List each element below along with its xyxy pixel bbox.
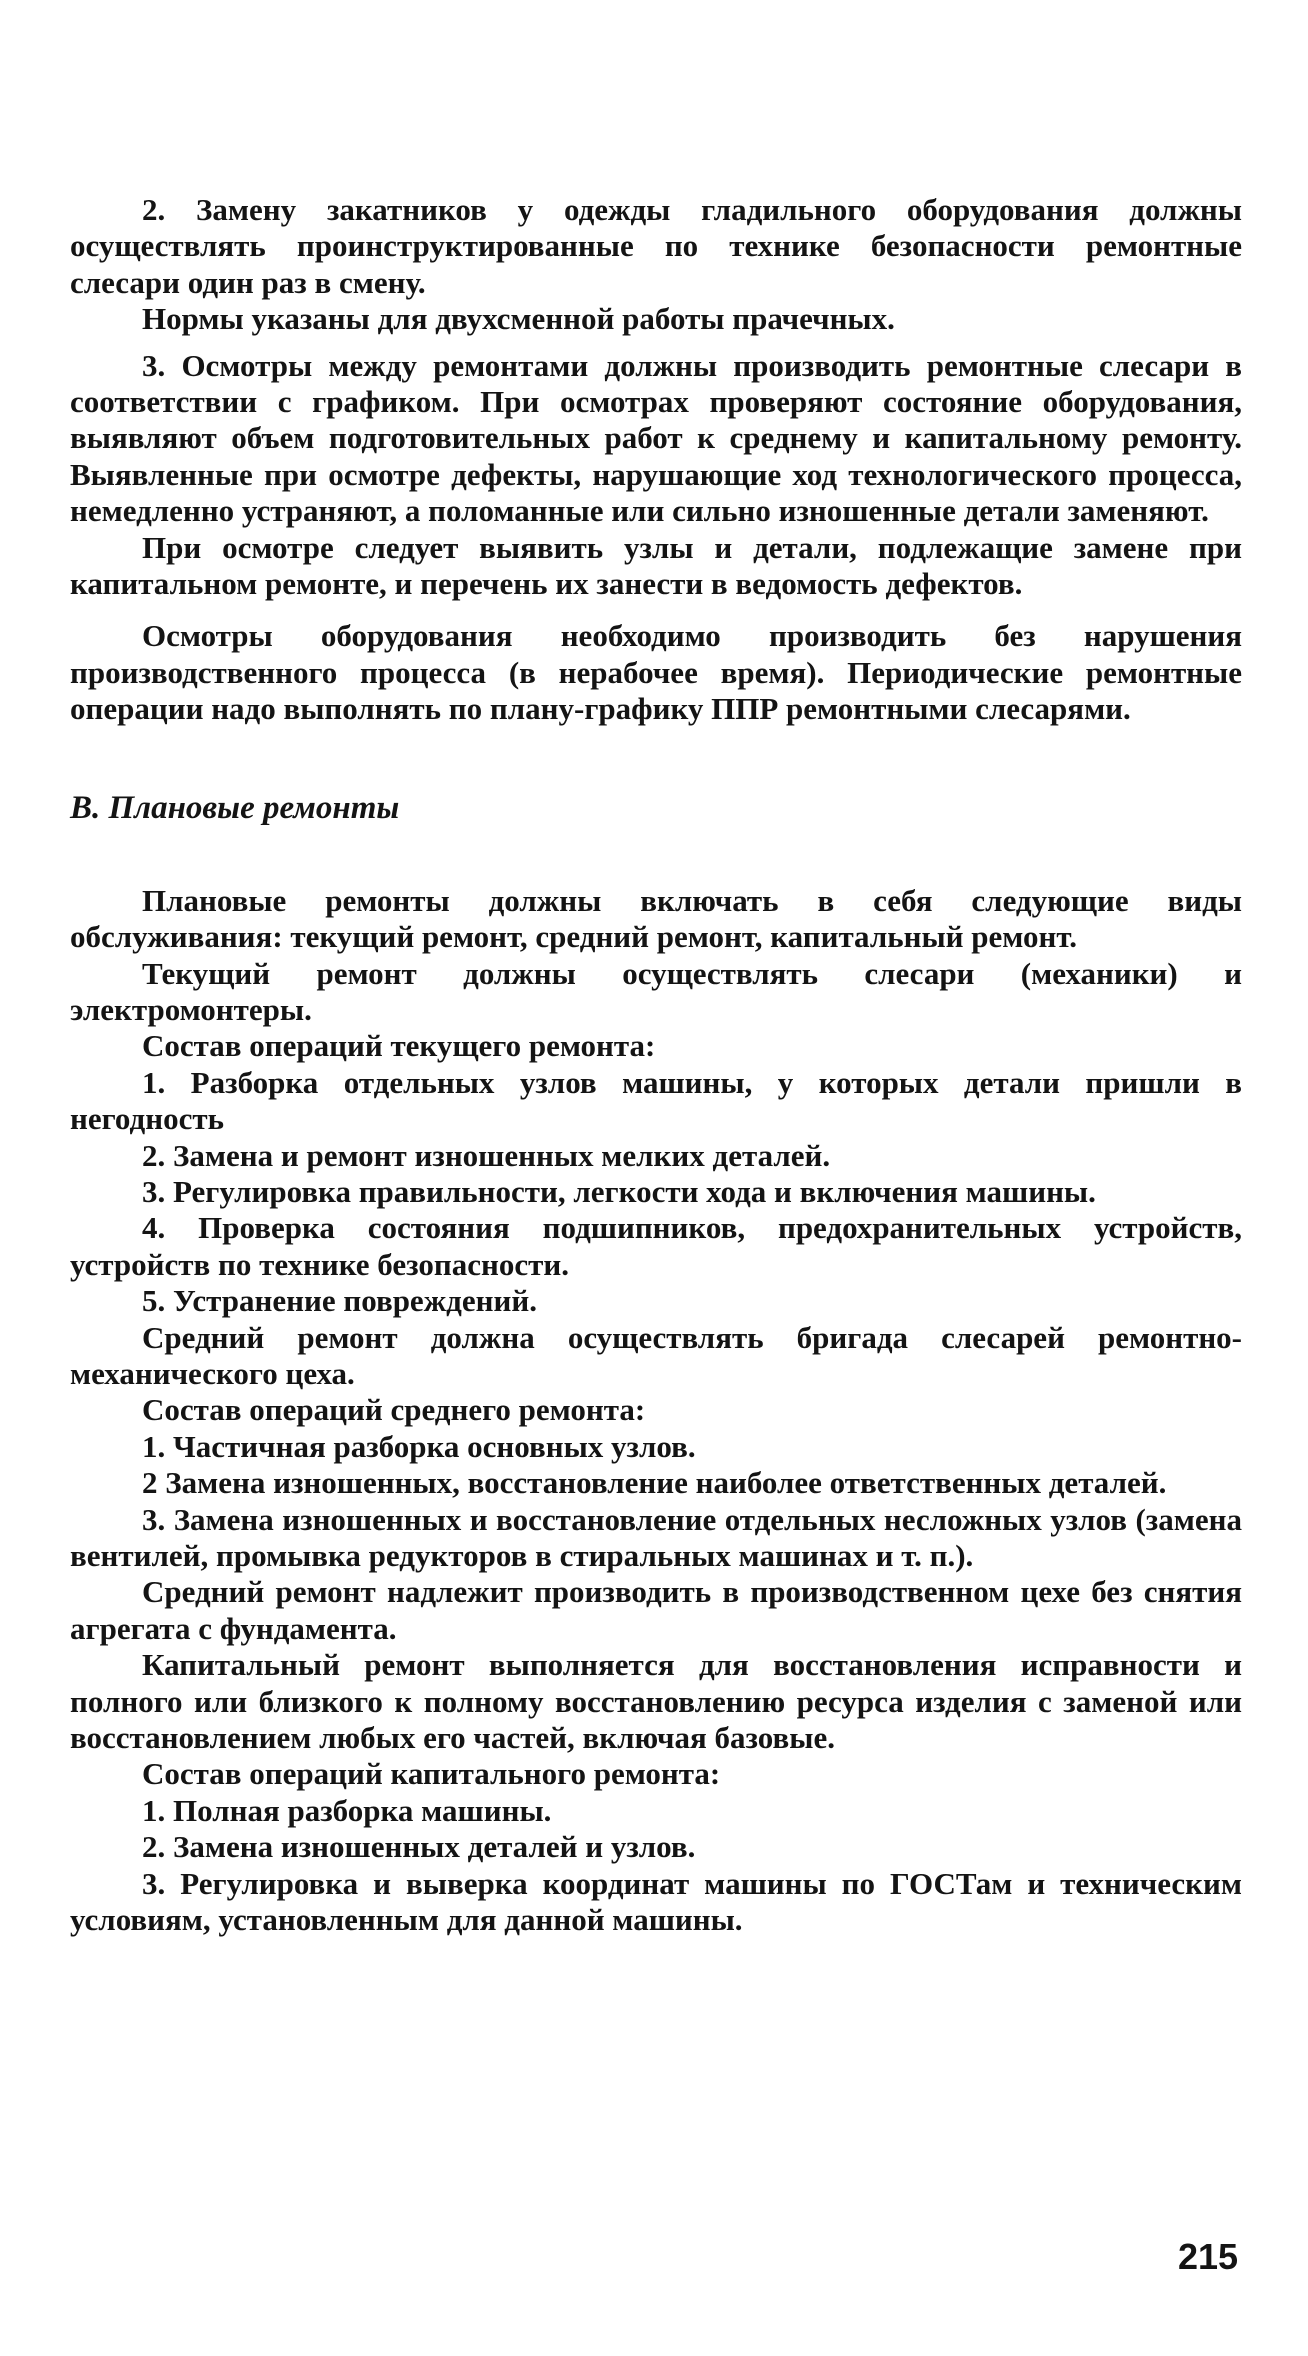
- paragraph-current-repair-who: Текущий ремонт должны осуществлять слесари (механики) и электромонтеры.: [70, 955, 1242, 1027]
- list-item-current-3: 3. Регулировка правильности, легкости хода и включения машины.: [142, 1173, 1096, 1209]
- list-item-current-4: 4. Проверка состояния подшипников, предохранительных устройств, устройств по технике безопасности.: [70, 1210, 1242, 1282]
- list-item-current-1: 1. Разборка отдельных узлов машины, у которых детали пришли в негодность: [70, 1064, 1242, 1137]
- list-title-medium-repair: Состав операций среднего ремонта:: [142, 1392, 646, 1428]
- list-item-capital-2: 2. Замена изношенных деталей и узлов.: [142, 1829, 696, 1865]
- paragraph-roller-replacement: 2. Замену закатников у одежды гладильного оборудования должны осуществлять проинструктированные по технике безопасности ремонтные слесари один раз в смену.: [70, 192, 1242, 300]
- paragraph-medium-repair-who: Средний ремонт должна осуществлять бригада слесарей ремонтно-механического цеха.: [70, 1319, 1242, 1391]
- paragraph-capital-repair-desc: Капитальный ремонт выполняется для восстановления исправности и полного или близкого к полному восстановлению ресурса изделия с заменой или восстановлением любых его частей, включая базовые.: [70, 1647, 1242, 1756]
- paragraph-medium-repair-note: Средний ремонт надлежит производить в производственном цехе без снятия агрегата с фундамента.: [70, 1574, 1242, 1646]
- paragraph-planned-repairs-intro: Плановые ремонты должны включать в себя следующие виды обслуживания: текущий ремонт, средний ремонт, капитальный ремонт.: [70, 882, 1242, 955]
- paragraph-defect-list: При осмотре следует выявить узлы и детали, подлежащие замене при капитальном ремонте, и перечень их занести в ведомость дефектов.: [70, 529, 1242, 602]
- list-item-medium-2: 2 Замена изношенных, восстановление наиболее ответственных деталей.: [142, 1465, 1167, 1501]
- section-heading: В. Плановые ремонты: [70, 789, 400, 826]
- list-title-capital-repair: Состав операций капитального ремонта:: [142, 1756, 721, 1792]
- list-item-capital-3: 3. Регулировка и выверка координат машины по ГОСТам и техническим условиям, установленным для данной машины.: [70, 1865, 1242, 1938]
- paragraph-inspection-schedule: Осмотры оборудования необходимо производить без нарушения производственного процесса (в нерабочее время). Периодические ремонтные операции надо выполнять по плану-графику ППР ремонтными слесарями.: [70, 618, 1242, 727]
- list-item-current-5: 5. Устранение повреждений.: [142, 1283, 537, 1319]
- list-title-current-repair: Состав операций текущего ремонта:: [142, 1028, 656, 1064]
- list-item-capital-1: 1. Полная разборка машины.: [142, 1792, 552, 1828]
- paragraph-inspections: 3. Осмотры между ремонтами должны производить ремонтные слесари в соответствии с графиком. При осмотрах проверяют состояние оборудования, выявляют объем подготовительных работ к среднему и капитальному ремонту. Выявленные при осмотре дефекты, нарушающие ход технологического процесса, немедленно устраняют, а поломанные или сильно изношенные детали заменяют.: [70, 347, 1242, 529]
- list-item-current-2: 2. Замена и ремонт изношенных мелких деталей.: [142, 1137, 831, 1173]
- page-body: [70, 192, 1242, 1938]
- list-item-medium-3: 3. Замена изношенных и восстановление отдельных несложных узлов (замена вентилей, промывка редукторов в стиральных машинах и т. п.).: [70, 1501, 1242, 1573]
- list-item-medium-1: 1. Частичная разборка основных узлов.: [142, 1428, 696, 1464]
- page-number: 215: [1178, 2236, 1239, 2277]
- paragraph-norms: Нормы указаны для двухсменной работы прачечных.: [142, 301, 895, 337]
